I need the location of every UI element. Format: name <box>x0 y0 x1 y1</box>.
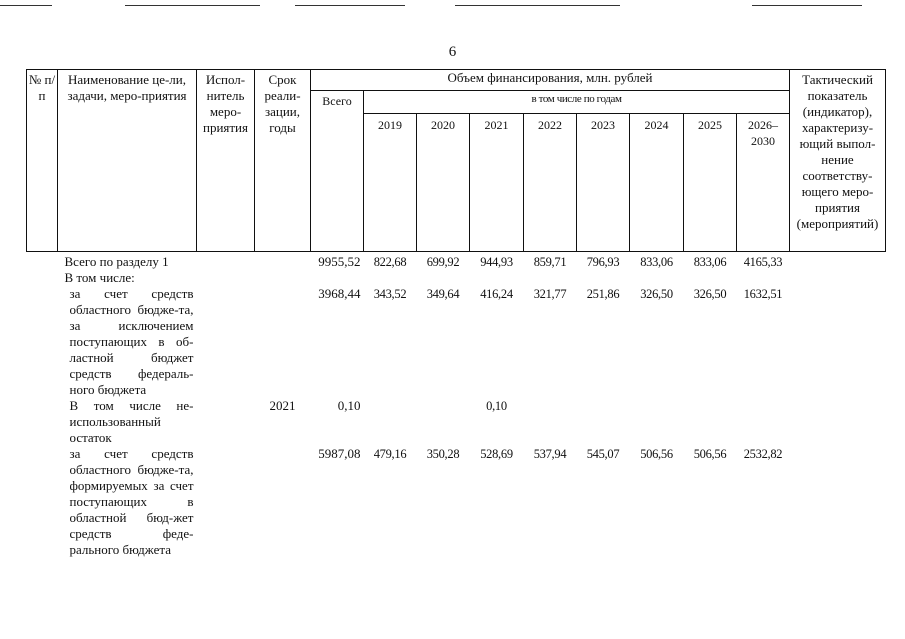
row-year-value: 506,56 <box>640 447 673 461</box>
header-year: 2025 <box>684 114 737 252</box>
header-by-years: в том числе по годам <box>364 91 790 114</box>
row-period <box>255 446 311 558</box>
row-total: 0,10 <box>337 398 361 413</box>
row-year-value: 4165,33 <box>743 255 783 269</box>
table-header <box>27 70 886 252</box>
row-year-value: 2532,82 <box>743 447 783 461</box>
table-row <box>27 286 886 398</box>
header-year: 2019 <box>364 114 417 252</box>
row-year-value <box>417 398 470 446</box>
row-name: В том числе: <box>64 270 135 285</box>
row-total: 3968,44 <box>318 286 361 301</box>
row-year-value <box>524 398 577 446</box>
header-year: 2023 <box>577 114 630 252</box>
row-year-value <box>364 270 417 286</box>
header-year: 2022 <box>524 114 577 252</box>
row-year-value: 833,06 <box>640 255 673 269</box>
row-year-value: 859,71 <box>533 255 567 269</box>
row-year-value: 506,56 <box>693 447 727 461</box>
table-row <box>27 446 886 558</box>
row-year-value: 350,28 <box>426 447 460 461</box>
row-name: В том числе не-использованный остаток <box>69 398 194 445</box>
row-year-value <box>524 270 577 286</box>
scan-edge-line <box>125 5 260 6</box>
scan-edge-line <box>295 5 405 6</box>
header-number: № п/п <box>27 70 58 252</box>
row-year-value <box>577 398 630 446</box>
header-year: 2021 <box>470 114 524 252</box>
header-indicator: Тактический показатель (индикатор), характеризу-ющий выпол-нение соответству-ющего меро-приятия (мероприятий) <box>790 70 886 252</box>
row-name: за счет средств областного бюдже-та, за исключением поступающих в об-ластной бюджет средств федераль-ного бюджета <box>69 286 194 397</box>
financing-table <box>26 69 886 558</box>
row-name: за счет средств областного бюдже-та, формируемых за счет поступающих в областной бюд-жет средств феде-рального бюджета <box>69 446 194 557</box>
scan-edge-line <box>455 5 620 6</box>
scan-edge-line <box>752 5 862 6</box>
row-year-value <box>630 270 684 286</box>
header-period: Срок реали-зации, годы <box>255 70 311 252</box>
row-name: Всего по разделу 1 <box>64 254 169 269</box>
row-year-value: 326,50 <box>640 287 673 301</box>
row-period <box>255 270 311 286</box>
row-total <box>311 270 364 286</box>
row-year-value: 944,93 <box>480 255 513 269</box>
row-period <box>255 286 311 398</box>
row-year-value: 349,64 <box>426 287 460 301</box>
header-year: 2026–2030 <box>737 114 790 252</box>
row-year-value: 1632,51 <box>743 287 783 301</box>
row-year-value: 528,69 <box>480 447 513 461</box>
table-body <box>27 252 886 559</box>
row-total: 9955,52 <box>318 254 361 269</box>
table-row <box>27 270 886 286</box>
row-year-value <box>417 270 470 286</box>
row-year-value: 326,50 <box>693 287 727 301</box>
header-year: 2020 <box>417 114 470 252</box>
row-year-value: 833,06 <box>693 255 727 269</box>
row-year-value: 699,92 <box>426 255 460 269</box>
header-executor: Испол-нитель меро-приятия <box>197 70 255 252</box>
row-year-value: 251,86 <box>586 287 620 301</box>
scan-edge-line <box>0 5 52 6</box>
row-year-value <box>470 270 524 286</box>
row-year-value: 343,52 <box>373 287 407 301</box>
header-total: Всего <box>311 91 364 252</box>
row-year-value: 0,10 <box>486 399 507 413</box>
row-period: 2021 <box>269 398 296 413</box>
row-year-value: 796,93 <box>586 255 620 269</box>
row-year-value <box>364 398 417 446</box>
page-number: 6 <box>448 44 457 60</box>
table-row <box>27 398 886 446</box>
row-year-value <box>630 398 684 446</box>
header-financing: Объем финансирования, млн. рублей <box>311 70 790 91</box>
header-year: 2024 <box>630 114 684 252</box>
row-period <box>255 252 311 271</box>
row-year-value: 321,77 <box>533 287 567 301</box>
row-year-value: 479,16 <box>373 447 407 461</box>
row-year-value <box>684 270 737 286</box>
row-year-value: 822,68 <box>373 255 407 269</box>
row-year-value <box>737 398 790 446</box>
row-year-value <box>737 270 790 286</box>
header-name: Наименование це-ли, задачи, меро-приятия <box>58 70 197 252</box>
row-year-value <box>684 398 737 446</box>
row-total: 5987,08 <box>318 446 361 461</box>
row-year-value: 537,94 <box>533 447 567 461</box>
table-row <box>27 252 886 271</box>
row-year-value: 545,07 <box>586 447 620 461</box>
row-year-value <box>577 270 630 286</box>
row-year-value: 416,24 <box>480 287 513 301</box>
